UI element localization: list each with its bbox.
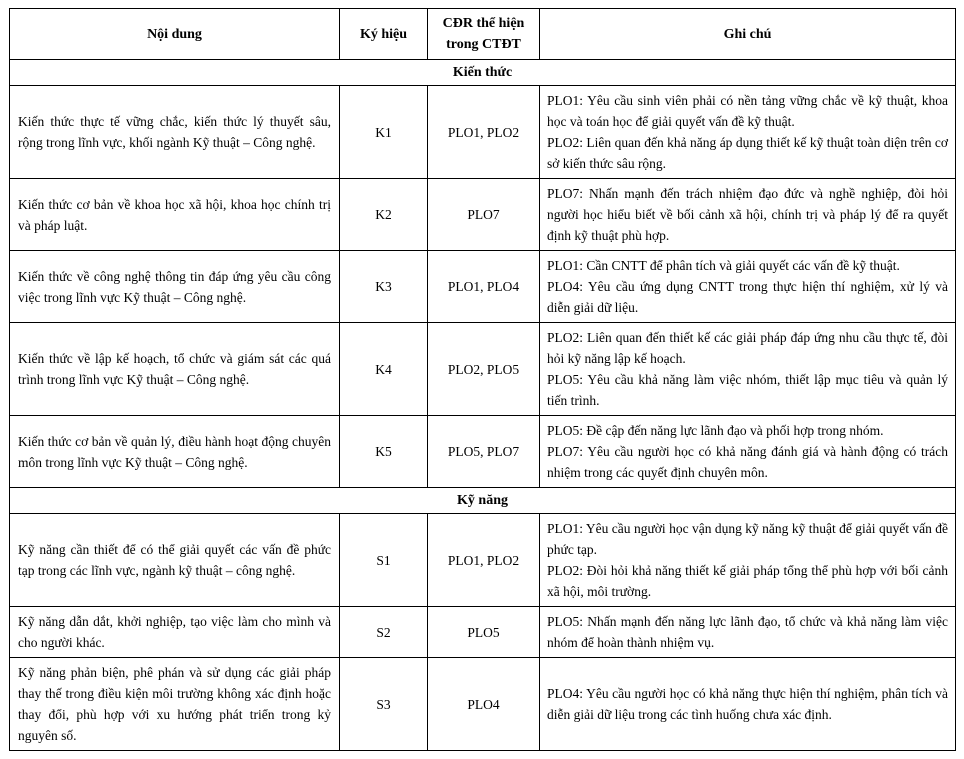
notes-cell [540,607,956,658]
note-line: PLO1: Yêu cầu sinh viên phải có nền tảng vững chắc về kỹ thuật, khoa học và toán học để giải quyết vấn đề kỹ thuật. [547,93,948,129]
content-cell: Kỹ năng cần thiết để có thể giải quyết các vấn đề phức tạp trong các lĩnh vực, ngành kỹ thuật – công nghệ. [10,514,340,607]
notes-cell [540,251,956,323]
note-line: PLO2: Liên quan đến thiết kế các giải pháp đáp ứng nhu cầu thực tế, đòi hỏi kỹ năng lập kế hoạch. [547,330,948,366]
plo-cell: PLO1, PLO2 [428,86,540,179]
content-cell: Kiến thức cơ bản về quản lý, điều hành hoạt động chuyên môn trong lĩnh vực Kỹ thuật – Công nghệ. [10,416,340,488]
code-cell: S2 [340,607,428,658]
note-line: PLO5: Nhấn mạnh đến năng lực lãnh đạo, tổ chức và khả năng làm việc nhóm để hoàn thành nhiệm vụ. [547,614,948,650]
notes-cell [540,416,956,488]
content-cell: Kiến thức thực tế vững chắc, kiến thức lý thuyết sâu, rộng trong lĩnh vực, khối ngành Kỹ thuật – Công nghệ. [10,86,340,179]
code-cell: K3 [340,251,428,323]
plo-cell: PLO1, PLO2 [428,514,540,607]
code-cell: S3 [340,658,428,751]
table-row [10,86,956,179]
content-cell: Kiến thức về lập kế hoạch, tổ chức và giám sát các quá trình trong lĩnh vực Kỹ thuật – Công nghệ. [10,323,340,416]
section-row [10,60,956,86]
code-cell: K1 [340,86,428,179]
plo-cell: PLO1, PLO4 [428,251,540,323]
plo-cell: PLO5, PLO7 [428,416,540,488]
content-cell: Kiến thức về công nghệ thông tin đáp ứng yêu cầu công việc trong lĩnh vực Kỹ thuật – Công nghệ. [10,251,340,323]
column-header-ky-hieu: Ký hiệu [340,9,428,60]
column-header-ghi-chu: Ghi chú [540,9,956,60]
plo-cell: PLO7 [428,179,540,251]
notes-cell [540,179,956,251]
content-cell: Kỹ năng phản biện, phê phán và sử dụng các giải pháp thay thế trong điều kiện môi trường không xác định hoặc thay đổi, phù hợp với xu hướng phát triển trong kỷ nguyên số. [10,658,340,751]
plo-cell: PLO4 [428,658,540,751]
table-row [10,251,956,323]
note-line: PLO5: Đề cập đến năng lực lãnh đạo và phối hợp trong nhóm. [547,423,884,438]
content-cell: Kiến thức cơ bản về khoa học xã hội, khoa học chính trị và pháp luật. [10,179,340,251]
plo-cell: PLO5 [428,607,540,658]
plo-mapping-table [9,8,956,751]
notes-cell [540,514,956,607]
code-cell: K4 [340,323,428,416]
section-title: Kỹ năng [10,488,956,514]
note-line: PLO2: Đòi hỏi khả năng thiết kế giải pháp tổng thể phù hợp với bối cảnh xã hội, môi trường. [547,563,948,599]
column-header-cdr: CĐR thể hiện trong CTĐT [428,9,540,60]
table-row [10,514,956,607]
note-line: PLO1: Yêu cầu người học vận dụng kỹ năng kỹ thuật để giải quyết vấn đề phức tạp. [547,521,948,557]
note-line: PLO4: Yêu cầu người học có khả năng thực hiện thí nghiệm, phân tích và diễn giải dữ liệu trong các tình huống chưa xác định. [547,686,948,722]
table-row [10,658,956,751]
code-cell: S1 [340,514,428,607]
note-line: PLO7: Nhấn mạnh đến trách nhiệm đạo đức và nghề nghiệp, đòi hỏi người học hiểu biết về bối cảnh xã hội, chính trị và pháp lý để ra quyết định kỹ thuật phù hợp. [547,186,948,243]
section-row [10,488,956,514]
plo-cell: PLO2, PLO5 [428,323,540,416]
table-row [10,416,956,488]
note-line: PLO2: Liên quan đến khả năng áp dụng thiết kế kỹ thuật toàn diện trên cơ sở kiến thức sâu rộng. [547,135,948,171]
table-row [10,323,956,416]
note-line: PLO4: Yêu cầu ứng dụng CNTT trong thực hiện thí nghiệm, xử lý và diễn giải dữ liệu. [547,279,948,315]
notes-cell [540,323,956,416]
notes-cell [540,86,956,179]
note-line: PLO7: Yêu cầu người học có khả năng đánh giá và hành động có trách nhiệm trong các quyết định chuyên môn. [547,444,948,480]
note-line: PLO1: Cần CNTT để phân tích và giải quyết các vấn đề kỹ thuật. [547,258,900,273]
code-cell: K2 [340,179,428,251]
table-row [10,607,956,658]
header-row [10,9,956,60]
notes-cell [540,658,956,751]
table-body [10,60,956,751]
note-line: PLO5: Yêu cầu khả năng làm việc nhóm, thiết lập mục tiêu và quản lý tiến trình. [547,372,948,408]
table-header [10,9,956,60]
content-cell: Kỹ năng dẫn dắt, khởi nghiệp, tạo việc làm cho mình và cho người khác. [10,607,340,658]
table-row [10,179,956,251]
code-cell: K5 [340,416,428,488]
section-title: Kiến thức [10,60,956,86]
column-header-noi-dung: Nội dung [10,9,340,60]
